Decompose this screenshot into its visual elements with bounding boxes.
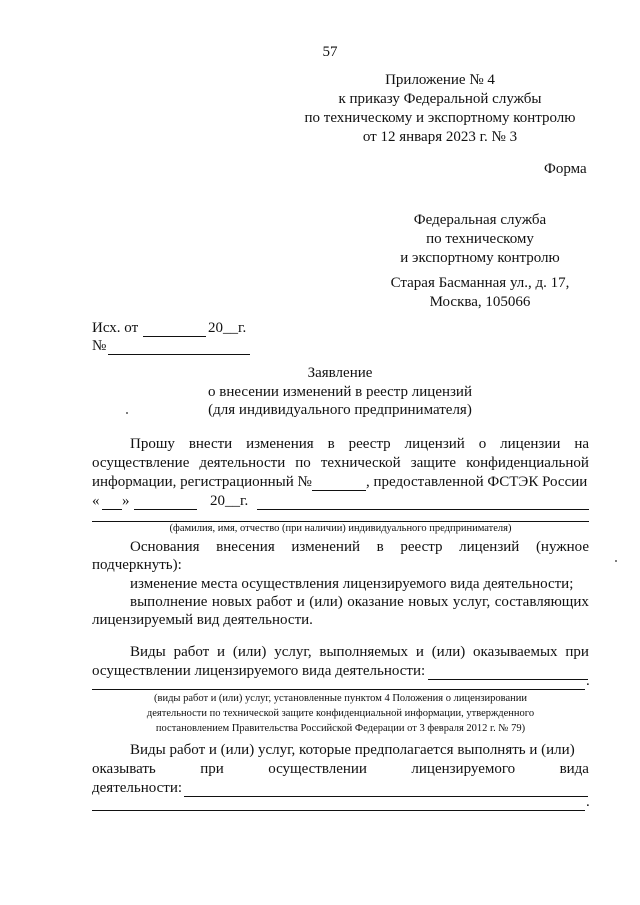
word: изменения — [246, 436, 314, 452]
ground-option-new-works-line-1[interactable] — [130, 595, 589, 610]
addressee-line-2: по техническому — [426, 231, 534, 247]
entrepreneur-name-caption: (фамилия, имя, отчество (при наличии) индивидуального предпринимателя) — [169, 523, 512, 534]
addressee-line-3: и экспортному контролю — [400, 250, 560, 266]
word: технической — [320, 455, 401, 471]
scan-speck — [126, 412, 128, 414]
works-performed-caption-3: постановлением Правительства Российской Федерации от 3 февраля 2012 г. № 79) — [155, 723, 526, 734]
addressee-address-1: Старая Басманная ул., д. 17, — [390, 275, 570, 291]
outgoing-year-label: 20__г. — [208, 320, 247, 336]
word: осуществление — [92, 455, 190, 471]
addressee-line-1: Федеральная служба — [413, 212, 547, 228]
word: лицензии — [500, 436, 561, 452]
request-line-1 — [130, 437, 589, 452]
appendix-line-4: от 12 января 2023 г. № 3 — [362, 129, 518, 145]
request-line-3-start: информации, регистрационный № — [92, 474, 312, 490]
request-line-2 — [92, 456, 589, 471]
word: о — [478, 436, 487, 452]
grounds-line-1 — [130, 540, 589, 555]
word: услуг, — [274, 644, 312, 660]
word: новых — [211, 594, 253, 610]
word: составляющих — [494, 594, 589, 610]
word: (или) — [431, 644, 466, 660]
word: (или) — [232, 644, 267, 660]
word: оказываемых — [473, 644, 558, 660]
word: Виды — [130, 644, 166, 660]
works-performed-caption-1: (виды работ и (или) услуг, установленные пунктом 4 Положения о лицензировании — [154, 693, 527, 704]
word: Основания — [130, 539, 200, 555]
word: внести — [188, 436, 233, 452]
word: выполняемых — [319, 644, 409, 660]
title-line-2: о внесении изменений в реестр лицензий — [207, 384, 472, 400]
word: лицензируемого — [411, 761, 516, 777]
word: и — [296, 594, 305, 610]
word: вида — [559, 761, 589, 777]
issue-month-field[interactable] — [134, 509, 197, 510]
page-number: 57 — [322, 44, 338, 60]
word: в — [376, 539, 384, 555]
registration-number-field[interactable] — [312, 490, 366, 491]
works-planned-field-2[interactable] — [92, 810, 585, 811]
date-quote-open: « — [92, 493, 100, 509]
word: реестр — [400, 539, 443, 555]
word: осуществлении — [268, 761, 367, 777]
word: работ — [173, 644, 210, 660]
works-planned-field-1[interactable] — [184, 796, 588, 797]
works-planned-line-2 — [92, 762, 589, 777]
appendix-line-2: к приказу Федеральной службы — [338, 91, 542, 107]
works-performed-caption-2: деятельности по технической защите конфиденциальной информации, утвержденного — [146, 708, 535, 719]
ground-option-location-change[interactable]: изменение места осуществления лицензируемого вида деятельности; — [130, 576, 574, 592]
ground-option-new-works-line-2[interactable]: лицензируемый вид деятельности. — [92, 612, 313, 628]
word: при — [565, 644, 589, 660]
word: работ — [256, 594, 293, 610]
word: оказание — [347, 594, 404, 610]
outgoing-number-label: № — [92, 338, 107, 354]
issue-year-label: 20__г. — [210, 493, 249, 509]
entrepreneur-name-field-2[interactable] — [92, 521, 589, 522]
word: в — [327, 436, 335, 452]
entrepreneur-name-field-1[interactable] — [257, 509, 589, 510]
works-performed-line-1 — [130, 645, 589, 660]
word: выполнение — [130, 594, 208, 610]
request-line-3-end: , предоставленной ФСТЭК России — [366, 474, 588, 490]
word: и — [217, 644, 226, 660]
works-planned-line-3: деятельности: — [92, 780, 183, 796]
works-planned-end-mark: . — [586, 794, 590, 810]
word: конфиденциальной — [466, 455, 589, 471]
outgoing-date-field[interactable] — [143, 336, 206, 337]
title-line-1: Заявление — [307, 365, 373, 381]
addressee-address-2: Москва, 105066 — [429, 294, 531, 310]
word: при — [200, 761, 224, 777]
word: внесения — [216, 539, 275, 555]
works-performed-field-2[interactable] — [92, 689, 585, 690]
appendix-line-3: по техническому и экспортному контролю — [304, 110, 576, 126]
issue-day-field[interactable] — [102, 509, 122, 510]
grounds-line-2: подчеркнуть): — [92, 557, 182, 573]
appendix-line-1: Приложение № 4 — [385, 72, 495, 88]
word: защите — [410, 455, 457, 471]
word: изменений — [291, 539, 361, 555]
works-performed-end-mark: . — [586, 673, 590, 689]
title-line-3: (для индивидуального предпринимателя) — [208, 402, 472, 418]
word: Прошу — [130, 436, 175, 452]
works-performed-field-1[interactable] — [428, 679, 588, 680]
date-quote-close: » — [122, 493, 130, 509]
word: и — [415, 644, 424, 660]
works-planned-line-1: Виды работ и (или) услуг, которые предполагается выполнять и (или) — [130, 742, 575, 758]
works-performed-line-2: осуществлении лицензируемого вида деятельности: — [92, 663, 426, 679]
word: (нужное — [535, 539, 589, 555]
word: деятельности — [199, 455, 286, 471]
outgoing-number-field[interactable] — [108, 354, 250, 355]
word: оказывать — [92, 761, 156, 777]
word: на — [574, 436, 589, 452]
word: новых — [408, 594, 449, 610]
scan-speck — [615, 560, 617, 562]
word: лицензий — [404, 436, 465, 452]
word: лицензий — [459, 539, 520, 555]
word: по — [295, 455, 311, 471]
word: реестр — [348, 436, 391, 452]
form-label: Форма — [544, 161, 587, 177]
word: услуг, — [452, 594, 491, 610]
word: (или) — [309, 594, 343, 610]
outgoing-date-prefix: Исх. от — [92, 320, 139, 336]
